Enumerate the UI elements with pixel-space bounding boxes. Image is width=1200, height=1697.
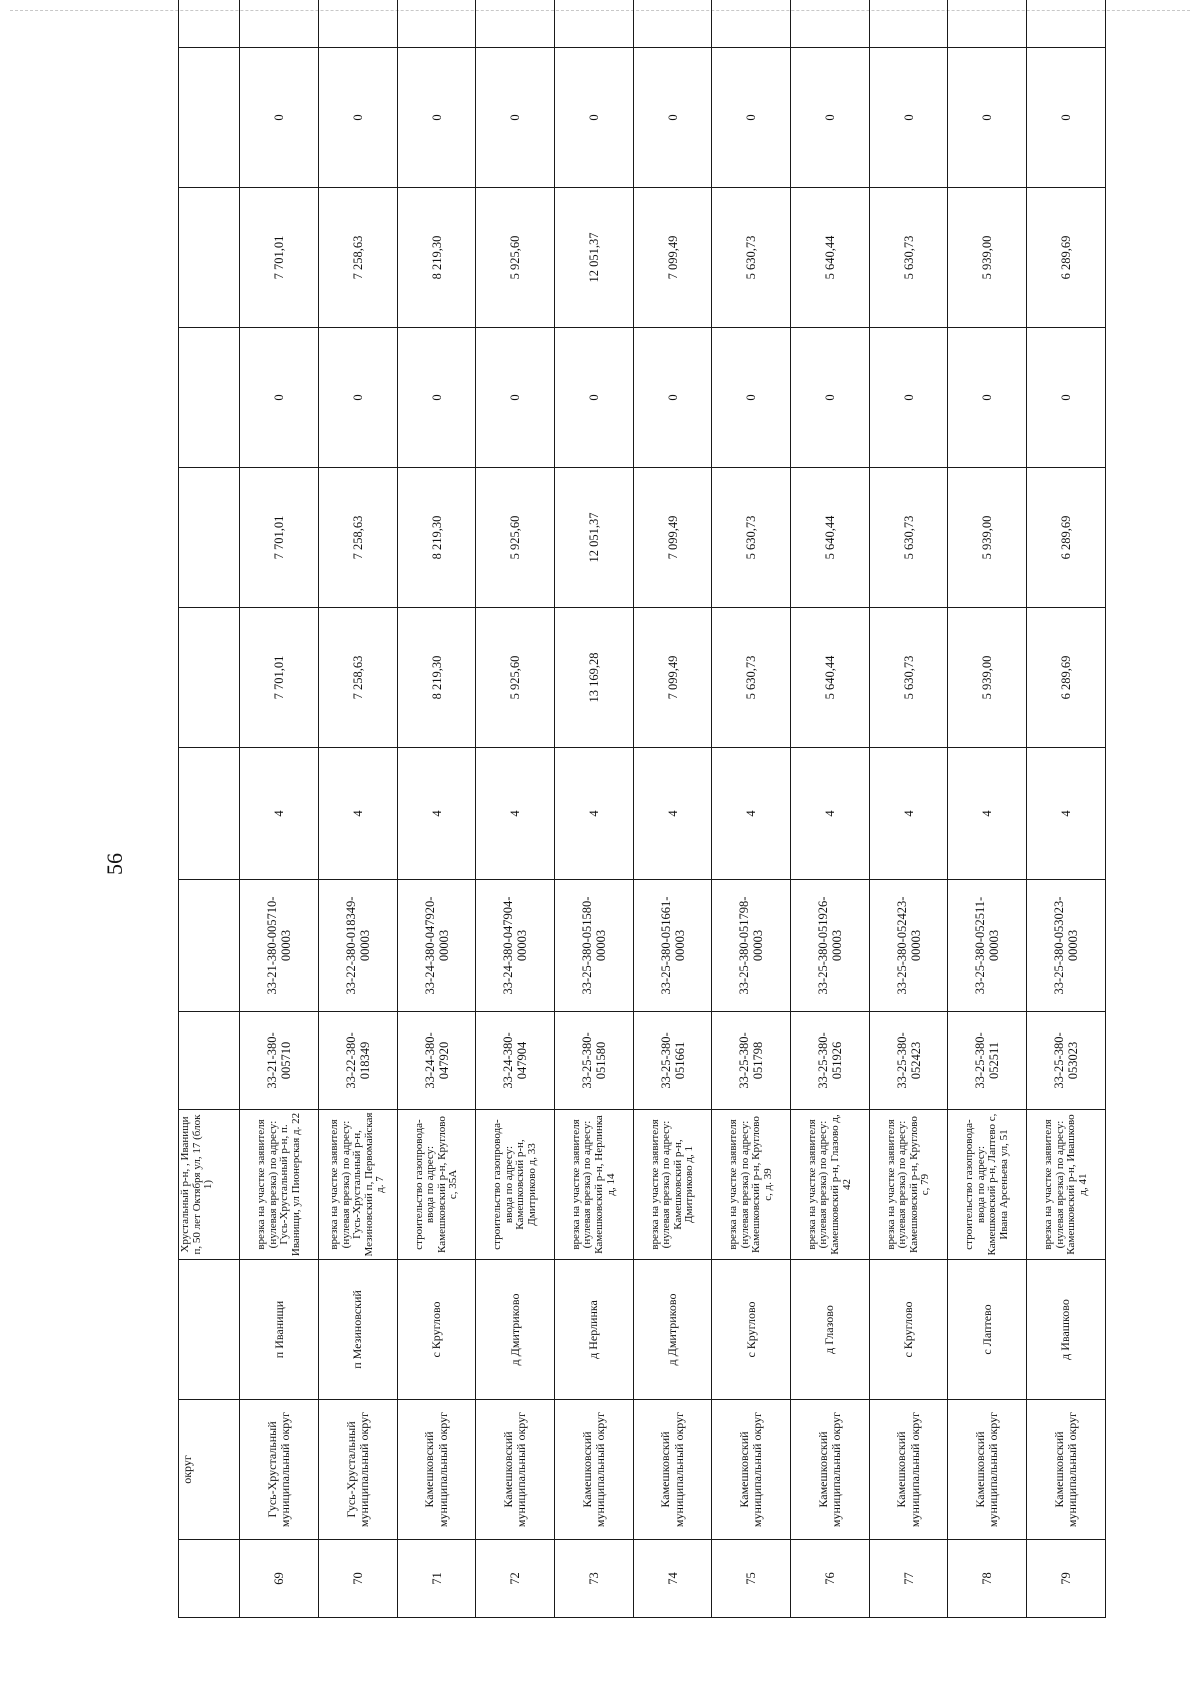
zero-value-cell: 0 (948, 48, 1027, 188)
object-code-cell: 33-22-380-018349 (319, 1012, 398, 1110)
work-description-cell: строительство газопровода-ввода по адресу: Камешковский р-н, Дмитриково д, 33 (476, 1110, 555, 1260)
amount-cell: 5 925,60 (476, 468, 555, 608)
settlement-cell: д Дмитриково (633, 1260, 712, 1400)
amount-cell: 5 939,00 (948, 608, 1027, 748)
zero-value-cell: 0 (397, 328, 476, 468)
zero-value-cell (948, 0, 1027, 48)
zero-value-cell: 0 (948, 328, 1027, 468)
amount-cell: 5 640,44 (791, 468, 870, 608)
table-row (712, 0, 791, 1618)
work-description-cell: врезка на участке заявителя (нулевая врезка) по адресу: Камешковский р-н, Нерлинка д, 14 (555, 1110, 634, 1260)
amount-cell: 5 640,44 (791, 608, 870, 748)
zero-value-cell: 0 (319, 328, 398, 468)
header-cell (179, 0, 240, 48)
settlement-cell: с Круглово (869, 1260, 948, 1400)
zero-value-cell (240, 0, 319, 48)
zero-value-cell (476, 0, 555, 48)
row-number-cell: 71 (397, 1540, 476, 1618)
table-row (319, 0, 398, 1618)
category-cell: 4 (1027, 748, 1106, 880)
header-cell (179, 748, 240, 880)
object-code-cell: 33-25-380-051580 (555, 1012, 634, 1110)
okrug-cell: Камешковский муниципальный округ (555, 1400, 634, 1540)
application-code-cell: 33-25-380-052511-00003 (948, 880, 1027, 1012)
object-code-cell: 33-24-380-047904 (476, 1012, 555, 1110)
amount-cell: 7 701,01 (240, 608, 319, 748)
table-row (1027, 0, 1106, 1618)
okrug-cell: Камешковский муниципальный округ (476, 1400, 555, 1540)
zero-value-cell: 0 (633, 48, 712, 188)
table-row (397, 0, 476, 1618)
zero-value-cell: 0 (633, 328, 712, 468)
zero-value-cell: 0 (555, 48, 634, 188)
header-cell (179, 328, 240, 468)
table-row (791, 0, 870, 1618)
row-number-cell: 72 (476, 1540, 555, 1618)
row-number-cell: 77 (869, 1540, 948, 1618)
zero-value-cell: 0 (1027, 48, 1106, 188)
amount-cell: 8 219,30 (397, 188, 476, 328)
object-code-cell: 33-25-380-051926 (791, 1012, 870, 1110)
header-cell-desc: Хрустальный р-н, , Иванищи п, 50 лет Октября ул, 17 (блок 1) (179, 1110, 240, 1260)
header-cell-np (179, 1260, 240, 1400)
row-number-cell: 74 (633, 1540, 712, 1618)
row-number-cell: 69 (240, 1540, 319, 1618)
header-cell (179, 880, 240, 1012)
okrug-cell: Гусь-Хрустальный муниципальный округ (240, 1400, 319, 1540)
amount-cell: 5 630,73 (712, 608, 791, 748)
row-number-cell: 75 (712, 1540, 791, 1618)
amount-cell: 5 925,60 (476, 188, 555, 328)
amount-cell: 5 630,73 (869, 608, 948, 748)
application-code-cell: 33-21-380-005710-00003 (240, 880, 319, 1012)
zero-value-cell: 0 (476, 48, 555, 188)
header-cell-index (179, 1540, 240, 1618)
amount-cell: 6 289,69 (1027, 608, 1106, 748)
zero-value-cell: 0 (1027, 328, 1106, 468)
work-description-cell: врезка на участке заявителя (нулевая врезка) по адресу: Камешковский р-н, Глазово д, 42 (791, 1110, 870, 1260)
amount-cell: 5 630,73 (869, 188, 948, 328)
zero-value-cell: 0 (555, 328, 634, 468)
category-cell: 4 (869, 748, 948, 880)
application-code-cell: 33-25-380-053023-00003 (1027, 880, 1106, 1012)
okrug-cell: Камешковский муниципальный округ (791, 1400, 870, 1540)
table-row (476, 0, 555, 1618)
amount-cell: 5 939,00 (948, 188, 1027, 328)
amount-cell: 5 630,73 (712, 188, 791, 328)
okrug-cell: Камешковский муниципальный округ (397, 1400, 476, 1540)
application-code-cell: 33-24-380-047904-00003 (476, 880, 555, 1012)
zero-value-cell: 0 (397, 48, 476, 188)
object-code-cell: 33-21-380-005710 (240, 1012, 319, 1110)
row-number-cell: 76 (791, 1540, 870, 1618)
amount-cell: 6 289,69 (1027, 468, 1106, 608)
okrug-cell: Камешковский муниципальный округ (712, 1400, 791, 1540)
zero-value-cell (1027, 0, 1106, 48)
amount-cell: 5 939,00 (948, 468, 1027, 608)
settlement-cell: д Ивашково (1027, 1260, 1106, 1400)
work-description-cell: врезка на участке заявителя (нулевая врезка) по адресу: Камешковский р-н, Ивашково д, 41 (1027, 1110, 1106, 1260)
object-code-cell: 33-25-380-053023 (1027, 1012, 1106, 1110)
table-row (948, 0, 1027, 1618)
amount-cell: 8 219,30 (397, 608, 476, 748)
settlement-cell: с Лаптево (948, 1260, 1027, 1400)
header-cell (179, 48, 240, 188)
application-code-cell: 33-24-380-047920-00003 (397, 880, 476, 1012)
application-code-cell: 33-25-380-052423-00003 (869, 880, 948, 1012)
work-description-cell: врезка на участке заявителя (нулевая врезка) по адресу: Камешковский р-н, Дмитриково д, 1 (633, 1110, 712, 1260)
work-description-cell: врезка на участке заявителя (нулевая врезка) по адресу: Камешковский р-н, Круглово с, 79 (869, 1110, 948, 1260)
category-cell: 4 (319, 748, 398, 880)
zero-value-cell: 0 (869, 328, 948, 468)
amount-cell: 5 630,73 (712, 468, 791, 608)
amount-cell: 5 630,73 (869, 468, 948, 608)
amount-cell: 7 099,49 (633, 608, 712, 748)
zero-value-cell (869, 0, 948, 48)
table-row (869, 0, 948, 1618)
amount-cell: 12 051,37 (555, 468, 634, 608)
okrug-cell: Камешковский муниципальный округ (633, 1400, 712, 1540)
row-number-cell: 78 (948, 1540, 1027, 1618)
category-cell: 4 (712, 748, 791, 880)
work-description-cell: врезка на участке заявителя (нулевая врезка) по адресу: Гусь-Хрустальный р-н, п. Иванищи, ул Пионерская д. 22 (240, 1110, 319, 1260)
header-cell (179, 608, 240, 748)
zero-value-cell (633, 0, 712, 48)
settlement-cell: д Нерлинка (555, 1260, 634, 1400)
amount-cell: 7 701,01 (240, 468, 319, 608)
gas-connection-table (178, 0, 1106, 1618)
category-cell: 4 (633, 748, 712, 880)
settlement-cell: п Иванищи (240, 1260, 319, 1400)
zero-value-cell: 0 (240, 328, 319, 468)
category-cell: 4 (476, 748, 555, 880)
settlement-cell: п Мезиновский (319, 1260, 398, 1400)
zero-value-cell: 0 (319, 48, 398, 188)
table-row (240, 0, 319, 1618)
amount-cell: 7 099,49 (633, 468, 712, 608)
amount-cell: 5 640,44 (791, 188, 870, 328)
row-number-cell: 73 (555, 1540, 634, 1618)
amount-cell: 13 169,28 (555, 608, 634, 748)
amount-cell: 7 258,63 (319, 468, 398, 608)
zero-value-cell (319, 0, 398, 48)
work-description-cell: врезка на участке заявителя (нулевая врезка) по адресу: Гусь-Хрустальный р-н, Мезиновский п, Первомайская д. 7 (319, 1110, 398, 1260)
object-code-cell: 33-25-380-052511 (948, 1012, 1027, 1110)
work-description-cell: строительство газопровода-ввода по адресу: Камешковский р-н, Круглово с, 35А (397, 1110, 476, 1260)
settlement-cell: с Круглово (712, 1260, 791, 1400)
application-code-cell: 33-22-380-018349-00003 (319, 880, 398, 1012)
zero-value-cell: 0 (712, 48, 791, 188)
continued-header-row (179, 0, 240, 1618)
zero-value-cell: 0 (240, 48, 319, 188)
header-cell (179, 1012, 240, 1110)
category-cell: 4 (948, 748, 1027, 880)
category-cell: 4 (397, 748, 476, 880)
amount-cell: 7 099,49 (633, 188, 712, 328)
amount-cell: 7 258,63 (319, 608, 398, 748)
settlement-cell: д Дмитриково (476, 1260, 555, 1400)
amount-cell: 8 219,30 (397, 468, 476, 608)
zero-value-cell: 0 (712, 328, 791, 468)
zero-value-cell: 0 (476, 328, 555, 468)
okrug-cell: Камешковский муниципальный округ (869, 1400, 948, 1540)
application-code-cell: 33-25-380-051661-00003 (633, 880, 712, 1012)
rotated-table-container (178, 88, 1106, 1618)
amount-cell: 12 051,37 (555, 188, 634, 328)
category-cell: 4 (240, 748, 319, 880)
zero-value-cell (555, 0, 634, 48)
category-cell: 4 (555, 748, 634, 880)
amount-cell: 5 925,60 (476, 608, 555, 748)
header-cell (179, 188, 240, 328)
settlement-cell: д Глазово (791, 1260, 870, 1400)
amount-cell: 6 289,69 (1027, 188, 1106, 328)
header-cell-okrug: округ (179, 1400, 240, 1540)
zero-value-cell: 0 (791, 48, 870, 188)
object-code-cell: 33-25-380-051661 (633, 1012, 712, 1110)
table-row (555, 0, 634, 1618)
work-description-cell: врезка на участке заявителя (нулевая врезка) по адресу: Камешковский р-н, Круглово с, д. 39 (712, 1110, 791, 1260)
category-cell: 4 (791, 748, 870, 880)
zero-value-cell (712, 0, 791, 48)
okrug-cell: Камешковский муниципальный округ (948, 1400, 1027, 1540)
row-number-cell: 70 (319, 1540, 398, 1618)
application-code-cell: 33-25-380-051798-00003 (712, 880, 791, 1012)
okrug-cell: Камешковский муниципальный округ (1027, 1400, 1106, 1540)
zero-value-cell: 0 (791, 328, 870, 468)
table-row (633, 0, 712, 1618)
okrug-cell: Гусь-Хрустальный муниципальный округ (319, 1400, 398, 1540)
amount-cell: 7 701,01 (240, 188, 319, 328)
work-description-cell: строительство газопровода-ввода по адресу: Камешковский р-н, Лаптево с, Ивана Арсеньева ул, 51 (948, 1110, 1027, 1260)
amount-cell: 7 258,63 (319, 188, 398, 328)
zero-value-cell: 0 (869, 48, 948, 188)
object-code-cell: 33-25-380-052423 (869, 1012, 948, 1110)
application-code-cell: 33-25-380-051580-00003 (555, 880, 634, 1012)
application-code-cell: 33-25-380-051926-00003 (791, 880, 870, 1012)
zero-value-cell (397, 0, 476, 48)
zero-value-cell (791, 0, 870, 48)
settlement-cell: с Круглово (397, 1260, 476, 1400)
object-code-cell: 33-24-380-047920 (397, 1012, 476, 1110)
row-number-cell: 79 (1027, 1540, 1106, 1618)
header-cell (179, 468, 240, 608)
page-number: 56 (102, 853, 127, 875)
object-code-cell: 33-25-380-051798 (712, 1012, 791, 1110)
